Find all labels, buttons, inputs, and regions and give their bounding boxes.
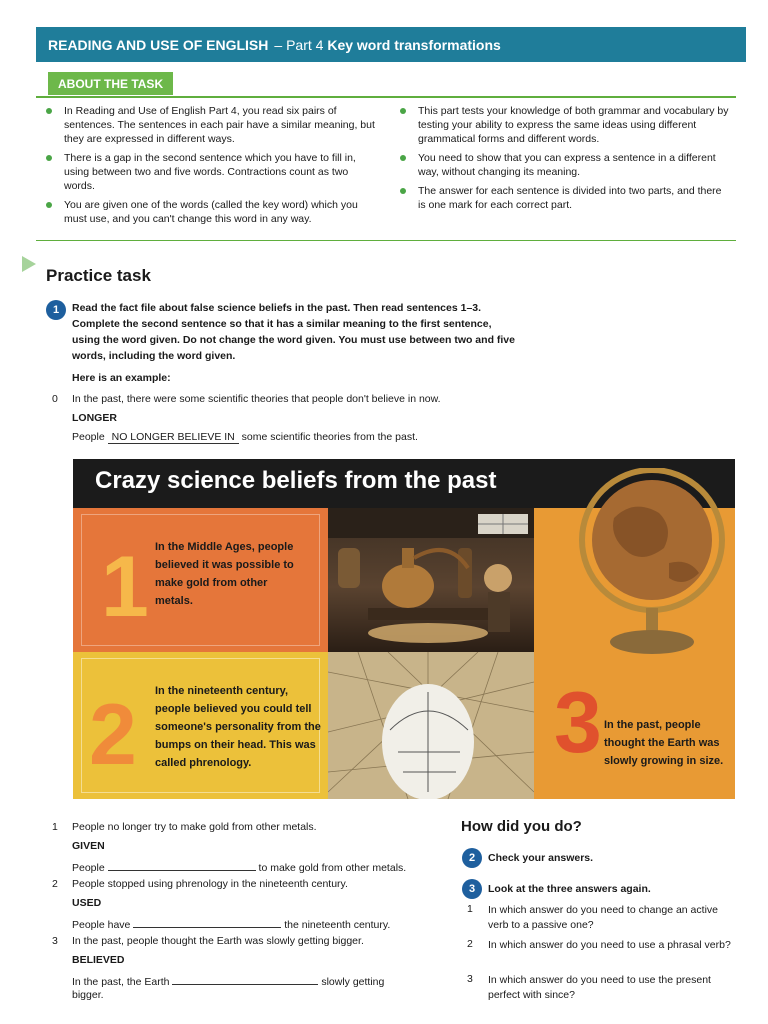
- about-divider: [36, 96, 736, 98]
- about-task-tag: ABOUT THE TASK: [48, 72, 173, 95]
- example-number: 0: [52, 393, 58, 405]
- followup-question: In which answer do you need to change an active verb to a passive one?: [488, 904, 718, 931]
- question-sentence: People stopped using phrenology in the nineteenth century.: [72, 878, 348, 890]
- example-answer: NO LONGER BELIEVE IN: [108, 431, 239, 444]
- bullet-dot-icon: [46, 108, 52, 114]
- alchemy-lab-image: [328, 508, 534, 652]
- corner-marker: [22, 256, 36, 272]
- step-3-text: Look at the three answers again.: [488, 883, 651, 895]
- step-2-text: Check your answers.: [488, 852, 594, 864]
- question-keyword: GIVEN: [72, 840, 105, 852]
- bullet-dot-icon: [400, 188, 406, 194]
- about-bullet: You need to show that you can express a sentence in a different way, without changing its meaning.: [400, 151, 730, 179]
- example-answer-line: People NO LONGER BELIEVE IN some scientific theories from the past.: [72, 431, 418, 443]
- belief-number-2: 2: [89, 687, 137, 783]
- question-sentence: In the past, people thought the Earth was slowly getting bigger.: [72, 935, 364, 947]
- bullet-dot-icon: [46, 202, 52, 208]
- question-number: 1: [52, 821, 58, 833]
- question-keyword: BELIEVED: [72, 954, 125, 966]
- question-gap-line: People to make gold from other metals.: [72, 859, 406, 874]
- question-number: 3: [52, 935, 58, 947]
- answer-gap[interactable]: [108, 859, 256, 871]
- followup-number: 3: [467, 973, 473, 985]
- about-right-list: [400, 104, 730, 217]
- example-sentence: In the past, there were some scientific theories that people don't believe in now.: [72, 393, 441, 405]
- about-bullet: This part tests your knowledge of both grammar and vocabulary by testing your ability to express the same ideas using different grammatical forms and different words.: [400, 104, 730, 146]
- question-number: 2: [52, 878, 58, 890]
- belief-text-2: In the nineteenth century, people believed you could tell someone's personality from the bumps on their head. This was called phrenology.: [155, 685, 321, 769]
- question-gap-line-end: bigger.: [72, 989, 104, 1001]
- about-bullet: In Reading and Use of English Part 4, you read six pairs of sentences. The sentences in each pair have a similar meaning, but they are expressed in different ways.: [46, 104, 376, 146]
- practice-instructions: Read the fact file about false science beliefs in the past. Then read sentences 1–3. Complete the second sentence so that it has a similar meaning to the first sentence, using the word given. Do not change the word given. You must use between two and five words, including the word given.: [72, 302, 515, 362]
- example-label: Here is an example:: [72, 372, 171, 384]
- belief-panel-3: [534, 508, 735, 799]
- step-3-badge: 3: [462, 879, 482, 899]
- answer-gap[interactable]: [133, 916, 281, 928]
- followup-number: 2: [467, 938, 473, 950]
- step-2-badge: 2: [462, 848, 482, 868]
- belief-panel-2: [73, 652, 328, 799]
- globe-icon: [534, 468, 735, 668]
- about-bullet: There is a gap in the second sentence which you have to fill in, using between two and five words. Contractions count as two words.: [46, 151, 376, 193]
- belief-number-1: 1: [101, 539, 149, 635]
- bullet-dot-icon: [400, 108, 406, 114]
- section-title: READING AND USE OF ENGLISH: [48, 36, 269, 53]
- question-sentence: People no longer try to make gold from other metals.: [72, 821, 317, 833]
- bullet-dot-icon: [46, 155, 52, 161]
- phrenology-head-image: [328, 652, 534, 799]
- step-1-badge: 1: [46, 300, 66, 320]
- science-beliefs-infographic: [73, 459, 735, 799]
- belief-number-3: 3: [554, 675, 602, 771]
- belief-panel-1: [73, 508, 328, 652]
- answer-gap[interactable]: [172, 973, 318, 985]
- about-bullet: The answer for each sentence is divided into two parts, and there is one mark for each correct part.: [400, 184, 730, 212]
- alchemy-apparatus-icon: [328, 508, 534, 652]
- belief-text-3: In the past, people thought the Earth was slowly growing in size.: [604, 719, 724, 767]
- bullet-dot-icon: [400, 155, 406, 161]
- question-gap-line: In the past, the Earth slowly getting: [72, 973, 384, 988]
- followup-question: In which answer do you need to use a phrasal verb?: [488, 939, 731, 951]
- section-part: – Part 4 Key word transformations: [274, 36, 501, 53]
- practice-title: Practice task: [46, 266, 151, 285]
- about-bottom-divider: [36, 240, 736, 241]
- section-header: [36, 27, 746, 62]
- question-keyword: USED: [72, 897, 102, 909]
- followup-number: 1: [467, 903, 473, 915]
- about-bullet: You are given one of the words (called the key word) which you must use, and you can't change this word in any way.: [46, 198, 376, 226]
- about-left-list: [46, 104, 376, 231]
- infographic-title: Crazy science beliefs from the past: [95, 467, 497, 494]
- phrenology-head-icon: [328, 652, 534, 799]
- question-gap-line: People have the nineteenth century.: [72, 916, 390, 931]
- belief-text-1: In the Middle Ages, people believed it was possible to make gold from other metals.: [155, 541, 294, 607]
- how-did-you-do-title: How did you do?: [461, 818, 582, 835]
- followup-question: In which answer do you need to use the present perfect with since?: [488, 974, 711, 1001]
- example-keyword: LONGER: [72, 412, 117, 424]
- task-type: Key word transformations: [327, 36, 501, 53]
